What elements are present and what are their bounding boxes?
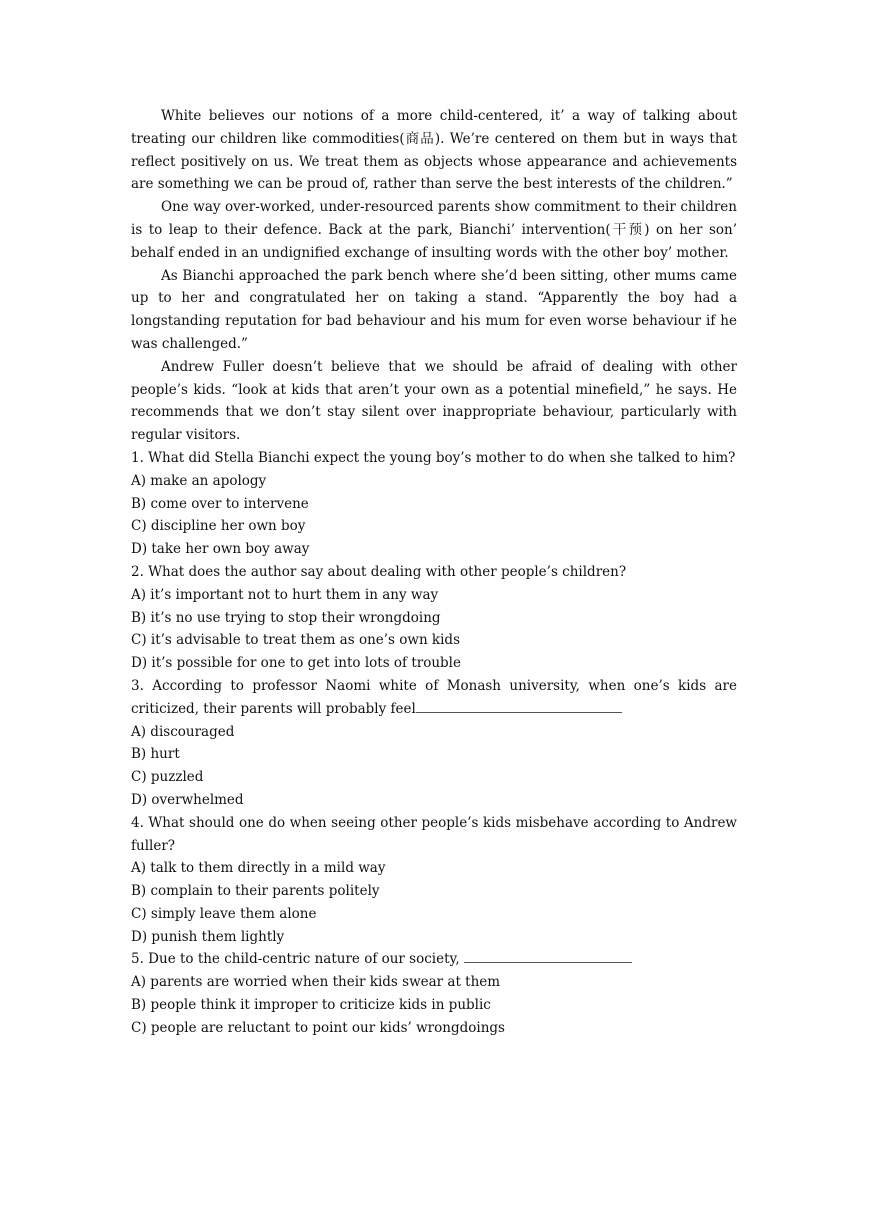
question-1-option-a: A) make an apology — [131, 472, 267, 489]
question-3-option-c: C) puzzled — [131, 769, 204, 786]
question-5-option-a: A) parents are worried when their kids swear at them — [131, 974, 501, 991]
document-page — [131, 105, 737, 1040]
question-5-stem-line — [131, 948, 737, 971]
passage-paragraph-1: White believes our notions of a more child-centered, it’ a way of talking about treating our children like commodities(商品). We’re centered on them but in ways that reflect positively on us. We treat them as objects whose appearance and achievements are something we can be proud of, rather than serve the best interests of the children.” — [131, 108, 737, 193]
question-3-stem: 3. According to professor Naomi white of Monash university, when one’s kids are criticized, their parents will probably feel — [131, 677, 737, 717]
question-5-option-b: B) people think it improper to criticize kids in public — [131, 997, 491, 1014]
question-4-option-c: C) simply leave them alone — [131, 905, 317, 922]
question-1-option-c: C) discipline her own boy — [131, 518, 306, 535]
question-3-option-a: A) discouraged — [131, 723, 235, 740]
question-4 — [131, 812, 737, 949]
question-4-option-d: D) punish them lightly — [131, 928, 285, 945]
question-4-option-b: B) complain to their parents politely — [131, 883, 380, 900]
question-1-option-b: B) come over to intervene — [131, 495, 309, 512]
question-2-stem: 2. What does the author say about dealing with other people’s children? — [131, 563, 627, 580]
question-2-option-d: D) it’s possible for one to get into lots of trouble — [131, 655, 461, 672]
question-5 — [131, 948, 737, 1039]
question-4-stem: 4. What should one do when seeing other people’s kids misbehave according to Andrew fuller? — [131, 814, 737, 854]
question-2-option-b: B) it’s no use trying to stop their wrongdoing — [131, 609, 441, 626]
passage-paragraph-2: One way over-worked, under-resourced parents show commitment to their children is to leap to their defence. Back at the park, Bianchi’ intervention(干预) on her son’ behalf ended in an undignified exchange of insulting words with the other boy’ mother. — [131, 199, 737, 261]
question-2 — [131, 561, 737, 675]
question-3-stem-line — [131, 675, 737, 721]
question-1-option-d: D) take her own boy away — [131, 541, 310, 558]
question-3-option-b: B) hurt — [131, 746, 180, 763]
question-4-option-a: A) talk to them directly in a mild way — [131, 860, 386, 877]
question-2-option-a: A) it’s important not to hurt them in any way — [131, 586, 439, 603]
question-1-stem: 1. What did Stella Bianchi expect the young boy’s mother to do when she talked to him? — [131, 449, 736, 466]
answer-blank-5 — [464, 948, 632, 963]
question-5-option-c: C) people are reluctant to point our kids’ wrongdoings — [131, 1019, 505, 1036]
question-1 — [131, 447, 737, 561]
question-2-option-c: C) it’s advisable to treat them as one’s own kids — [131, 632, 460, 649]
passage-paragraph-4: Andrew Fuller doesn’t believe that we should be afraid of dealing with other people’s kids. “look at kids that aren’t your own as a potential minefield,” he says. He recommends that we don’t stay silent over inappropriate behaviour, particularly with regular visitors. — [131, 358, 737, 444]
question-3-option-d: D) overwhelmed — [131, 791, 244, 808]
question-5-stem: 5. Due to the child-centric nature of our society, — [131, 951, 464, 968]
passage-paragraph-3: As Bianchi approached the park bench where she’d been sitting, other mums came up to her and congratulated her on taking a stand. “Apparently the boy had a longstanding reputation for bad behaviour and his mum for even worse behaviour if he was challenged.” — [131, 267, 737, 352]
answer-blank-3 — [416, 698, 622, 713]
question-3 — [131, 675, 737, 812]
